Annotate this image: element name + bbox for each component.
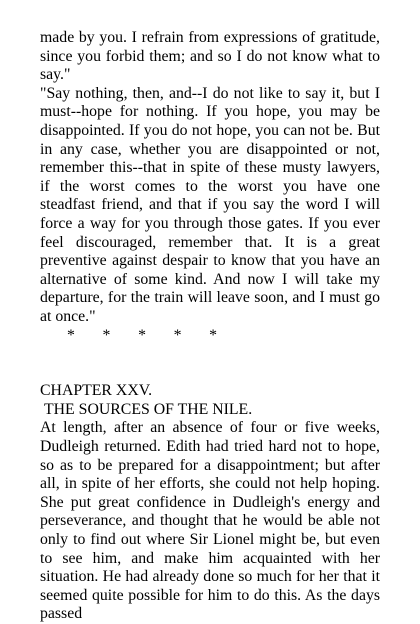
- paragraph-1: made by you. I refrain from expressions of gratitude, since you forbid them; and so I do not know what to say.": [40, 29, 380, 84]
- document-page: [40, 29, 380, 624]
- chapter-heading: CHAPTER XXV.: [40, 382, 153, 400]
- chapter-title: THE SOURCES OF THE NILE.: [44, 400, 253, 418]
- paragraph-2: "Say nothing, then, and--I do not like to say it, but I must--hope for nothing. If you hope, you may be disappointed. If you do not hope, you can not be. But in any case, whether you are disappointed or not, remember this--that in spite of these musty lawyers, if the worst comes to the worst you have one steadfast friend, and that if you say the word I will force a way for you through those gates. If you ever feel discouraged, remember that. It is a great preventive against despair to know that you have an alternative of some kind. And now I will take my departure, for the train will leave soon, and I must go at once.": [40, 84, 380, 325]
- section-separator: * * * * *: [67, 326, 218, 344]
- blank-space: [40, 345, 380, 382]
- chapter-paragraph: At length, after an absence of four or five weeks, Dudleigh returned. Edith had tried hard not to hope, so as to be prepared for a disappointment; but after all, in spite of her efforts, she could not help hoping. She put great confidence in Dudleigh's energy and perseverance, and thought that he would be able not only to find out where Sir Lionel might be, but even to see him, and make him acquainted with her situation. He had already done so much for her that it seemed quite possible for him to do this. As the days passed: [40, 419, 380, 623]
